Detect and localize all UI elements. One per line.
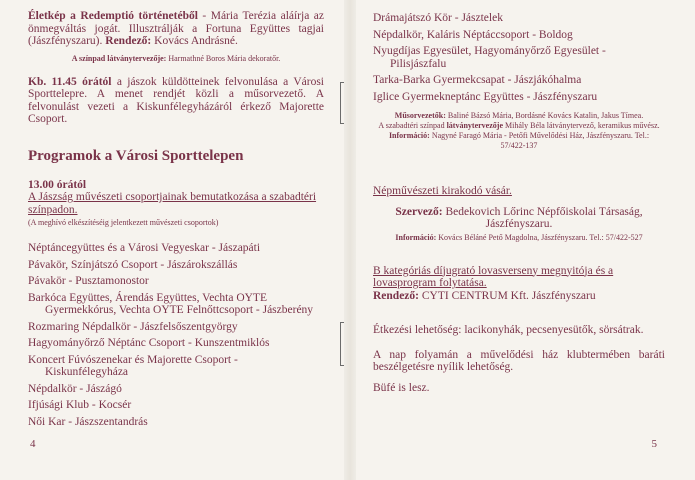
fair-organizer-line <box>373 206 665 231</box>
buffet-text: Büfé is lesz. <box>373 381 430 394</box>
fair-info-line <box>373 233 665 243</box>
stage-designer-line <box>377 121 661 131</box>
horse-show-title: B kategóriás díjugrató lovasverseny megnyitója és a lovasprogram folytatása. <box>373 264 614 289</box>
intro-text: - Mária Terézia aláírja az önmegváltás jogát. Illusztrálják a Fortuna Együttes tagjai (Jászfényszaru). <box>28 10 324 47</box>
group-name: Női Kar - Jászszentandrás <box>28 415 148 428</box>
horse-organizer-value: CYTI CENTRUM Kft. Jászfényszaru <box>419 289 596 302</box>
designer-line <box>28 54 324 64</box>
left-page <box>0 0 344 480</box>
horse-organizer-label: Rendező: <box>373 289 419 302</box>
section-heading: Programok a Városi Sporttelepen <box>28 147 244 164</box>
show-note: (A meghívó elkészítéséig jelentkezett művészeti csoportok) <box>28 218 219 227</box>
food-text: Étkezési lehetőség: lacikonyhák, pecsenyesütők, sörsátrak. <box>373 324 644 336</box>
group-name: Barkóca Együttes, Árendás Együttes, Vechta OYTE <box>28 291 267 304</box>
list-item <box>28 354 324 379</box>
list-item <box>373 45 665 70</box>
group-name: Néptáncegyüttes és a Városi Vegyeskar - Jászapáti <box>28 242 261 254</box>
group-name: Pávakör - Pusztamonostor <box>28 275 149 287</box>
stage-designer-value: Mihály Béla látványtervező, keramikus művész. <box>503 121 660 130</box>
fair-title: Népművészeti kirakodó vásár. <box>373 185 512 197</box>
binding-gutter <box>344 0 356 480</box>
group-name: Ifjúsági Klub - Kocsér <box>28 399 132 411</box>
group-name: Iglice Gyermekneptánc Együttes - Jászfényszaru <box>373 90 598 103</box>
group-name-continued: Gyermekkórus, Vechta OYTE Felnőttcsoport - Jászberény <box>45 304 314 316</box>
hosts-label: Műsorvezetők: <box>394 111 446 120</box>
club-text: A nap folyamán a művelődési ház klubtermében baráti beszélgetésre nyílik lehetőség. <box>373 348 665 373</box>
group-name-continued: Kiskunfélegyháza <box>45 366 129 378</box>
intro-rendezo-value: Kovács Andrásné. <box>151 35 238 47</box>
horse-show-organizer <box>373 290 665 303</box>
page-number-right: 5 <box>651 438 657 450</box>
group-name: Tarka-Barka Gyermekcsapat - Jászjákóhalma <box>373 74 582 86</box>
list-item <box>28 275 324 288</box>
group-name: Népdalkör - Jászágó <box>28 382 122 395</box>
group-name: Nyugdíjas Egyesület, Hagyományőrző Egyesület - <box>373 45 606 57</box>
group-name: Hagyományőrző Néptánc Csoport - Kunszentmiklós <box>28 337 270 349</box>
designer-label: A színpad látványtervezője: <box>71 53 167 63</box>
list-item <box>28 242 324 255</box>
list-item <box>28 416 324 429</box>
group-name: Drámajátszó Kör - Jásztelek <box>373 12 503 24</box>
list-item <box>28 337 324 350</box>
fair-info-label: Információ: <box>395 232 437 242</box>
fair-organizer-label: Szervező: <box>395 205 443 218</box>
right-group-list <box>373 12 665 103</box>
group-name: Koncert Fúvószenekar és Majorette Csoport - <box>28 353 238 366</box>
hosts-value: Baliné Bázsó Mária, Bordásné Kovács Katalin, Jakus Tímea. <box>445 111 644 120</box>
stage-designer-label: látványtervezője <box>446 121 503 130</box>
info-label: Információ: <box>388 131 430 140</box>
info-line <box>377 131 661 151</box>
info-value: Nagyné Faragó Mária - Petőfi Művelődési Ház, Jászfényszaru. Tel.: 57/422-137 <box>429 131 650 150</box>
fair-organizer-value: Bedekovich Lőrinc Népfőiskolai Társaság, Jászfényszaru. <box>442 205 643 230</box>
intro-paragraph <box>28 10 324 48</box>
list-item <box>28 321 324 334</box>
show-title: A Jászság művészeti csoportjainak bemutatkozása a szabadtéri színpadon. <box>28 191 317 216</box>
list-item <box>28 259 324 272</box>
intro-title: Életkép a Redemptió történetéből <box>28 10 198 22</box>
hosts-line <box>377 111 661 121</box>
list-item <box>373 29 665 42</box>
intro-rendezo-label: Rendező: <box>105 35 152 47</box>
staple-bottom <box>340 322 344 366</box>
fair-info-value: Kovács Béláné Pető Magdolna, Jászfényszaru. Tel.: 57/422-527 <box>436 232 643 242</box>
group-name-continued: Pilisjászfalu <box>390 57 447 70</box>
procession-paragraph <box>28 76 324 126</box>
procession-time: Kb. 11.45 órától <box>28 75 112 88</box>
stage-designer-text: A szabadtéri színpad <box>378 121 447 130</box>
right-page <box>356 0 695 480</box>
list-item <box>28 383 324 396</box>
group-name: Pávakör, Színjátszó Csoport - Jászárokszállás <box>28 258 238 271</box>
staple-top <box>340 82 344 124</box>
list-item <box>373 74 665 87</box>
designer-value: Harmathné Boros Mária dekoratőr. <box>166 53 281 63</box>
group-name: Rozmaring Népdalkör - Jászfelsőszentgyörgy <box>28 320 238 333</box>
page-number-left: 4 <box>30 438 36 450</box>
list-item <box>373 12 665 25</box>
left-group-list <box>28 242 324 428</box>
list-item <box>28 399 324 412</box>
time-1300: 13.00 órától <box>28 178 87 191</box>
list-item <box>373 91 665 104</box>
credits-block <box>373 111 665 151</box>
list-item <box>28 292 324 317</box>
group-name: Népdalkör, Kaláris Néptáccsoport - Boldog <box>373 28 573 41</box>
procession-text: a jászok küldötteinek felvonulása a Városi Sporttelepre. A menet rendjét közli a műsorvezető. A felvonulást vezeti a Kiskunfélegyházáról érkező Majorette Csoport. <box>28 75 324 125</box>
